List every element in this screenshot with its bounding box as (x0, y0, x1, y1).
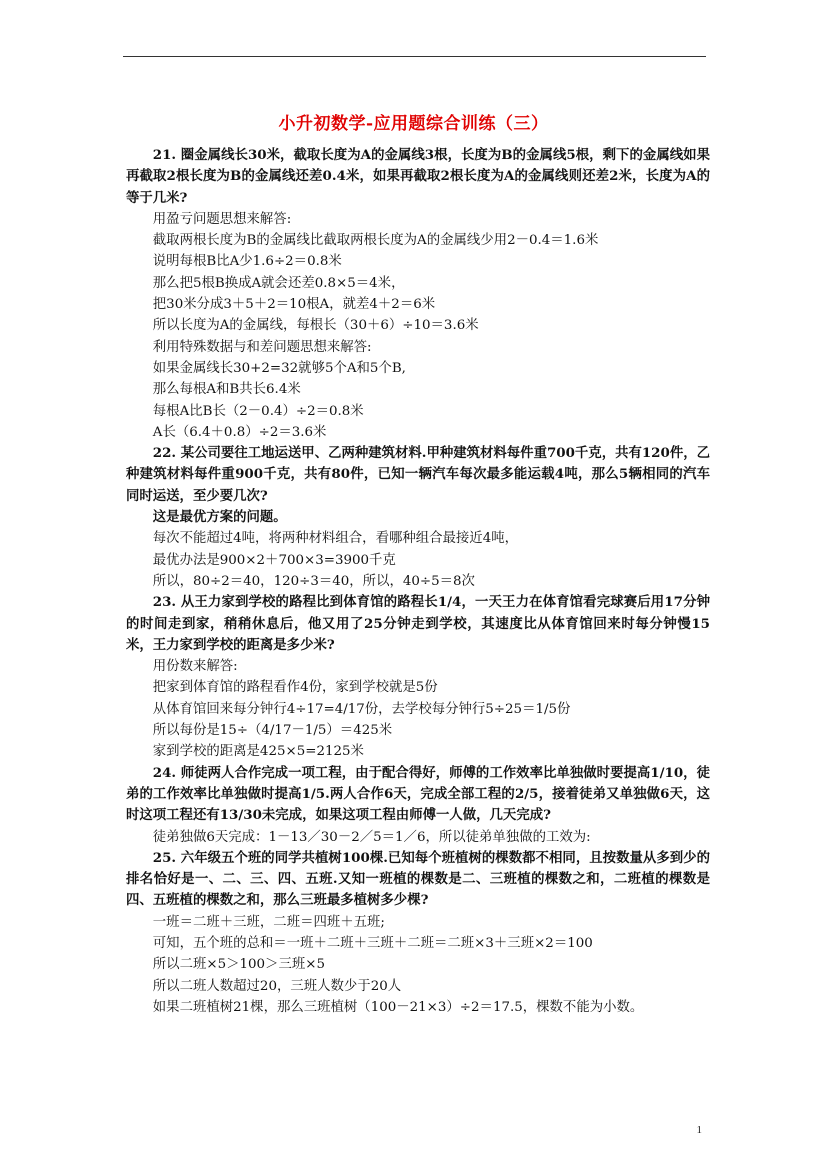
solution-line: 所以每份是15÷（4/17－1/5）＝425米 (152, 723, 393, 739)
solution-line: 说明每根B比A少1.6÷2＝0.8米 (152, 254, 342, 270)
solution-line: 一班＝二班＋三班，二班＝四班＋五班; (152, 914, 385, 930)
solution-line: 从体育馆回来每分钟行4÷17=4/17份，去学校每分钟行5÷25＝1/5份 (152, 701, 571, 717)
question-paragraph: 25. 六年级五个班的同学共植树100棵.已知每个班植树的棵数都不相同，且按数量从多到少的排名恰好是一、二、三、四、五班.又知一班植的棵数是二、三班植的棵数之和，二班植的棵数是四、五班植的棵数之和，那么三班最多植树多少棵? (126, 849, 710, 909)
header-rule (123, 56, 706, 57)
question-paragraph: 22. 某公司要往工地运送甲、乙两种建筑材料.甲种建筑材料每件重700千克，共有120件，乙种建筑材料每件重900千克，共有80件，已知一辆汽车每次最多能运载4吨，那么5辆相同的汽车同时运送，至少要几次? (126, 445, 710, 504)
solution-line: 把30米分成3＋5＋2＝10根A，就差4＋2＝6米 (152, 297, 436, 313)
document-body (126, 145, 710, 1018)
document-title: 小升初数学-应用题综合训练（三） (278, 114, 549, 134)
solution-line: 那么把5根B换成A就会还差0.8×5＝4米， (152, 275, 405, 291)
solution-line: 截取两根长度为B的金属线比截取两根长度为A的金属线少用2－0.4＝1.6米 (152, 233, 599, 249)
question-paragraph: 24. 师徒两人合作完成一项工程，由于配合得好，师傅的工作效率比单独做时要提高1/10，徒弟的工作效率比单独做时提高1/5.两人合作6天，完成全部工程的2/5，接着徒弟又单独做6天，这时这项工程还有13/30未完成，如果这项工程由师傅一人做，几天完成? (126, 764, 710, 824)
solution-line: 每根A比B长（2－0.4）÷2＝0.8米 (152, 403, 364, 419)
solution-line: 所以长度为A的金属线，每根长（30＋6）÷10＝3.6米 (152, 318, 479, 334)
solution-line: 所以二班×5＞100＞三班×5 (152, 957, 325, 973)
solution-line: 每次不能超过4吨，将两种材料组合，看哪种组合最接近4吨， (152, 531, 518, 547)
solution-line: A长（6.4＋0.8）÷2＝3.6米 (152, 424, 327, 440)
solution-line: 所以二班人数超过20，三班人数少于20人 (152, 978, 402, 994)
question-paragraph: 21. 圈金属线长30米，截取长度为A的金属线3根，长度为B的金属线5根，剩下的金属线如果再截取2根长度为B的金属线还差0.4米，如果再截取2根长度为A的金属线则还差2米，长度为A的等于几米? (126, 147, 710, 206)
solution-line: 把家到体育馆的路程看作4份，家到学校就是5份 (152, 680, 438, 696)
solution-line: 用份数来解答: (152, 659, 238, 675)
page-number: 1 (696, 1124, 702, 1136)
solution-line: 这是最优方案的问题。 (152, 509, 287, 526)
solution-line: 如果金属线长30+2=32就够5个A和5个B, (152, 360, 406, 376)
solution-line: 家到学校的距离是425×5=2125米 (152, 744, 364, 760)
solution-line: 可知，五个班的总和＝一班＋二班＋三班＋二班＝二班×3＋三班×2＝100 (152, 935, 593, 951)
solution-line: 所以，80÷2＝40，120÷3＝40，所以，40÷5＝8次 (152, 573, 475, 589)
solution-line: 那么每根A和B共长6.4米 (152, 382, 301, 398)
solution-line: 徒弟独做6天完成：1－13／30－2／5＝1／6，所以徒弟单独做的工效为: (152, 829, 591, 845)
solution-line: 利用特殊数据与和差问题思想来解答: (152, 339, 372, 355)
solution-line: 用盈亏问题思想来解答: (152, 211, 292, 227)
solution-line: 如果二班植树21棵，那么三班植树（100－21×3）÷2＝17.5，棵数不能为小数。 (152, 999, 644, 1015)
solution-line: 最优办法是900×2＋700×3=3900千克 (152, 552, 396, 568)
question-paragraph: 23. 从王力家到学校的路程比到体育馆的路程长1/4，一天王力在体育馆看完球赛后用17分钟的时间走到家，稍稍休息后，他又用了25分钟走到学校，其速度比从体育馆回来时每分钟慢15米，王力家到学校的距离是多少米? (126, 594, 710, 653)
